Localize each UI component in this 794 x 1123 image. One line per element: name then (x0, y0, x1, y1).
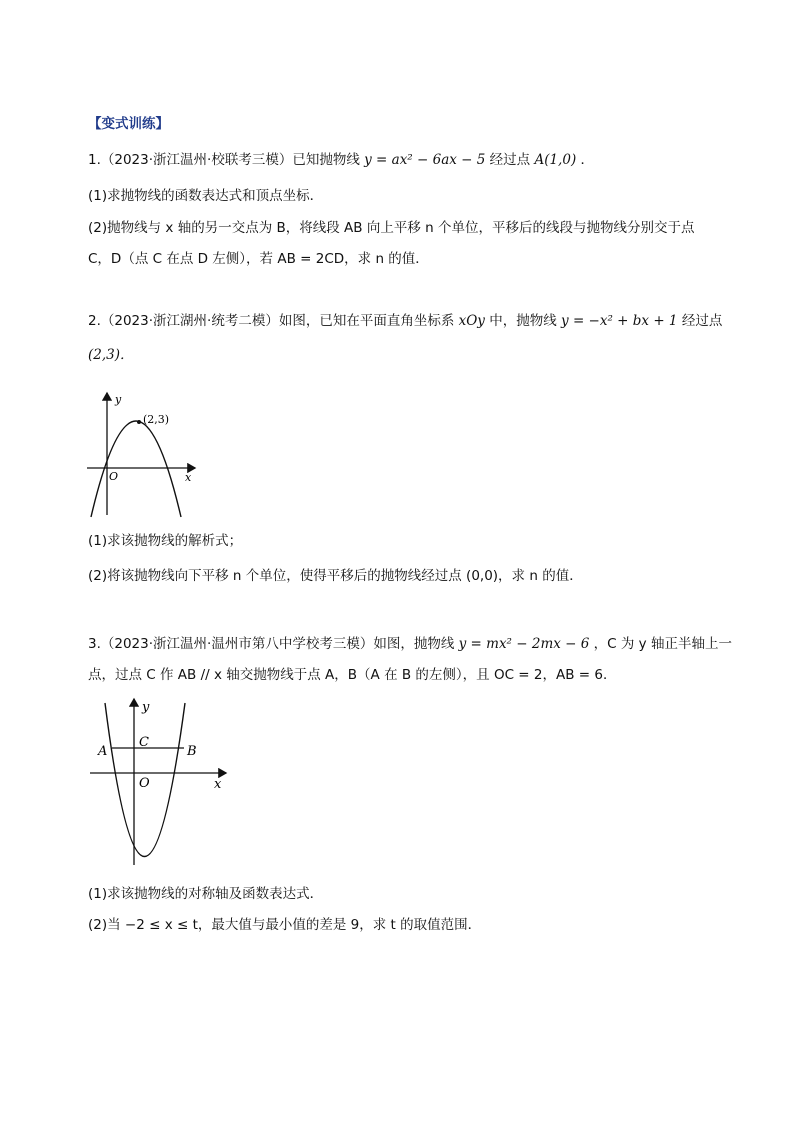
y-axis-label: y (142, 700, 150, 715)
problem-1-part-1: (1)求抛物线的函数表达式和顶点坐标． (88, 188, 324, 204)
problem-3-part-1: (1)求该抛物线的对称轴及函数表达式． (88, 886, 324, 902)
section-title: 【变式训练】 (88, 116, 169, 132)
problem-2-figure (85, 385, 205, 520)
problem-2-coord-system: xOy (458, 313, 485, 329)
y-axis-label: y (115, 393, 122, 406)
problem-3-formula: y = mx² − 2mx − 6 (458, 636, 590, 652)
problem-1-part-2: (2)抛物线与 x 轴的另一交点为 B，将线段 AB 向上平移 n 个单位，平移后的线段与抛物线分别交于点 (88, 220, 695, 236)
problem-1-mid: 经过点 (489, 152, 531, 168)
point-b-label: B (187, 744, 197, 759)
point-a-label: A (98, 744, 108, 759)
problem-1-part-2-cont: C，D（点 C 在点 D 左侧），若 AB = 2CD，求 n 的值． (88, 251, 429, 267)
problem-3-header: 3.（2023·浙江温州·温州市第八中学校考三模）如图，抛物线 (88, 636, 455, 652)
problem-2-point: (2,3)． (88, 347, 134, 363)
problem-2-part-2: (2)将该抛物线向下平移 n 个单位，使得平移后的抛物线经过点 (0,0)，求 n 的值． (88, 568, 583, 584)
problem-2-part-1: (1)求该抛物线的解析式； (88, 533, 243, 549)
problem-2-mid: 中，抛物线 (489, 313, 557, 329)
problem-2-header: 2.（2023·浙江湖州·统考二模）如图，已知在平面直角坐标系 (88, 313, 455, 329)
problem-2-statement (88, 311, 722, 331)
problem-3-statement-cont: 点，过点 C 作 AB // x 轴交抛物线于点 A，B（A 在 B 的左侧），且 OC = 2，AB = 6． (88, 667, 617, 683)
origin-label: O (109, 470, 119, 483)
problem-1-point: A(1,0) (534, 152, 577, 168)
point-c-label: C (139, 735, 149, 750)
x-axis-label: x (185, 471, 192, 484)
x-axis-label: x (214, 777, 222, 792)
problem-1-header: 1.（2023·浙江温州·校联考三模）已知抛物线 (88, 152, 360, 168)
problem-2-formula: y = −x² + bx + 1 (561, 313, 678, 329)
problem-1-statement (88, 150, 594, 170)
problem-3-end: ，C 为 y 轴正半轴上一 (593, 636, 732, 652)
problem-3-part-2: (2)当 −2 ≤ x ≤ t，最大值与最小值的差是 9，求 t 的取值范围． (88, 917, 482, 933)
problem-1-formula: y = ax² − 6ax − 5 (364, 152, 486, 168)
problem-3-statement (88, 634, 732, 654)
problem-3-figure (88, 695, 238, 870)
origin-label: O (139, 776, 150, 791)
problem-1-end: ． (580, 152, 595, 168)
problem-2-end: 经过点 (681, 313, 723, 329)
point-marker (137, 420, 141, 424)
parabola-curve (91, 421, 181, 517)
point-label: (2,3) (143, 413, 170, 426)
